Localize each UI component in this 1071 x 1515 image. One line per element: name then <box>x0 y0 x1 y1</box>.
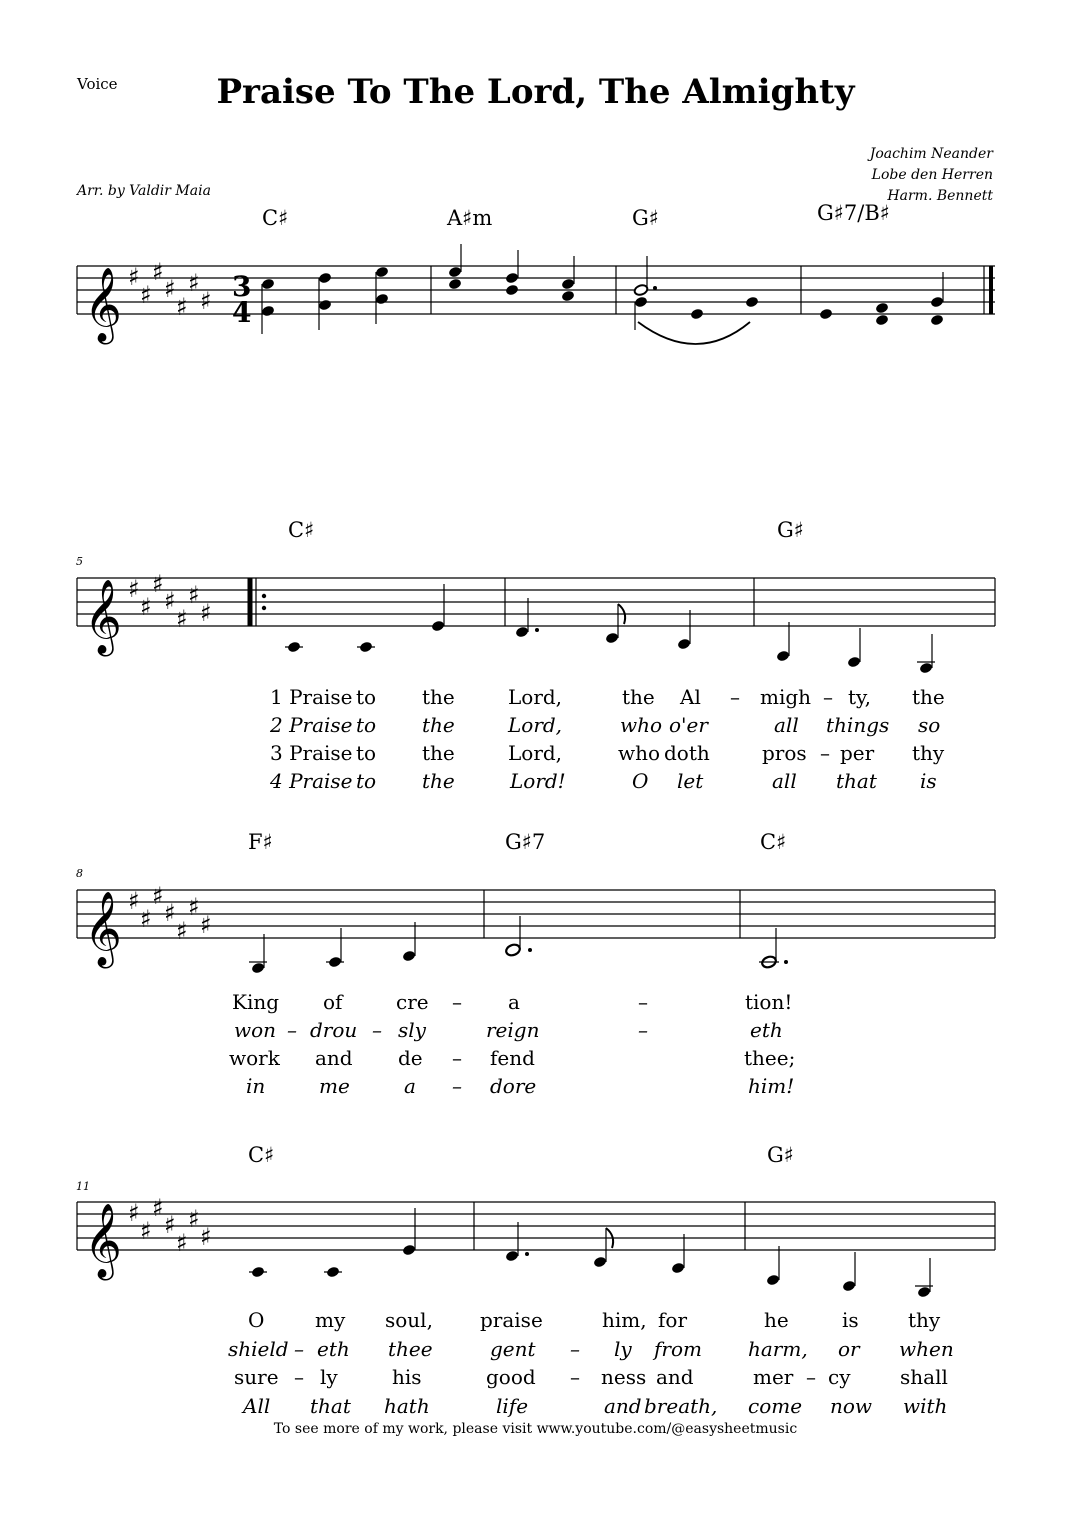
lyric-syllable: soul, <box>385 1308 433 1332</box>
lyric-syllable: with <box>903 1394 948 1418</box>
chord-symbol: C♯ <box>248 1143 275 1167</box>
lyric-syllable: is <box>920 769 937 793</box>
staff-system-4 <box>0 1195 1071 1305</box>
lyric-syllable: shield <box>228 1337 289 1361</box>
svg-text:♯: ♯ <box>164 899 176 927</box>
chord-symbol: F♯ <box>248 830 273 854</box>
svg-text:♯: ♯ <box>140 1217 152 1245</box>
svg-text:♯: ♯ <box>128 263 140 291</box>
lyric-syllable: eth <box>317 1337 350 1361</box>
lyric-hyphen: – <box>570 1337 580 1361</box>
staff-system-1 <box>0 240 1071 360</box>
lyric-syllable: of <box>323 990 343 1014</box>
lyric-hyphen: – <box>294 1337 304 1361</box>
svg-text:♯: ♯ <box>152 258 164 286</box>
chord-symbol: G♯ <box>777 518 804 542</box>
svg-text:♯: ♯ <box>128 887 140 915</box>
lyric-syllable: my <box>315 1308 346 1332</box>
chord-symbol: C♯ <box>288 518 315 542</box>
svg-text:♯: ♯ <box>188 269 200 297</box>
lyric-syllable: praise <box>480 1308 543 1332</box>
chord-symbol: C♯ <box>262 206 289 230</box>
svg-text:♯: ♯ <box>188 893 200 921</box>
lyric-syllable: ly <box>320 1365 338 1389</box>
lyric-syllable: and <box>315 1046 353 1070</box>
lyric-hyphen: – <box>823 685 833 709</box>
lyric-syllable: for <box>658 1308 688 1332</box>
svg-text:♯: ♯ <box>140 593 152 621</box>
lyric-syllable: to <box>356 769 377 793</box>
lyric-syllable: hath <box>384 1394 430 1418</box>
measure-number: 11 <box>76 1180 90 1193</box>
treble-clef-icon: 𝄞 <box>84 1204 122 1278</box>
credits <box>870 144 993 207</box>
lyric-syllable: all <box>772 769 797 793</box>
lyric-syllable: the <box>422 685 455 709</box>
lyric-syllable: Lord, <box>508 741 563 765</box>
notes-measure-4 <box>819 272 944 326</box>
lyric-syllable: a <box>508 990 520 1014</box>
svg-text:♯: ♯ <box>152 885 164 910</box>
lyric-syllable: in <box>246 1074 266 1098</box>
chord-symbol: G♯ <box>632 206 659 230</box>
lyric-hyphen: – <box>294 1365 304 1389</box>
lyric-syllable: to <box>356 713 377 737</box>
lyric-syllable: me <box>319 1074 350 1098</box>
key-signature <box>128 570 212 633</box>
credit-line: Harm. Bennett <box>887 188 993 204</box>
lyric-syllable: the <box>912 685 945 709</box>
chord-symbol: G♯7/B♯ <box>817 201 890 225</box>
svg-text:♯: ♯ <box>176 917 188 945</box>
lyric-syllable: Lord, <box>508 685 563 709</box>
lyric-syllable: dore <box>490 1074 537 1098</box>
lyric-syllable: ness <box>601 1365 647 1389</box>
page-title: Praise To The Lord, The Almighty <box>216 72 855 112</box>
lyric-syllable: things <box>826 713 890 737</box>
lyric-syllable: come <box>748 1394 803 1418</box>
svg-text:♯: ♯ <box>128 1199 140 1227</box>
lyric-syllable: who <box>618 741 661 765</box>
svg-text:♯: ♯ <box>176 293 188 321</box>
chord-symbol: C♯ <box>760 830 787 854</box>
chord-symbol: G♯ <box>767 1143 794 1167</box>
lyric-syllable: so <box>918 713 941 737</box>
svg-text:♯: ♯ <box>128 575 140 603</box>
lyric-hyphen: – <box>452 990 462 1014</box>
svg-text:♯: ♯ <box>200 599 212 627</box>
svg-text:♯: ♯ <box>200 287 212 315</box>
lyric-syllable: eth <box>750 1018 783 1042</box>
chord-symbol: G♯7 <box>505 830 546 854</box>
lyric-syllable: a <box>404 1074 416 1098</box>
svg-text:♯: ♯ <box>152 1195 164 1222</box>
staff-system-3 <box>0 885 1071 985</box>
notes-measure-3 <box>633 256 759 344</box>
lyric-syllable: work <box>229 1046 280 1070</box>
measure-number: 5 <box>76 555 83 568</box>
lyric-syllable: the <box>422 769 455 793</box>
chord-symbol: A♯m <box>447 206 493 230</box>
svg-text:♯: ♯ <box>140 281 152 309</box>
lyric-syllable: who <box>620 713 663 737</box>
lyric-syllable: thy <box>912 741 945 765</box>
svg-text:♯: ♯ <box>176 605 188 633</box>
lyric-syllable: O <box>632 769 649 793</box>
lyric-syllable: from <box>654 1337 702 1361</box>
lyric-syllable: to <box>356 685 377 709</box>
lyric-syllable: Lord, <box>508 713 563 737</box>
lyric-syllable: and <box>604 1394 642 1418</box>
arranger-label: Arr. by Valdir Maia <box>77 183 211 199</box>
lyric-syllable: thee <box>388 1337 433 1361</box>
treble-clef-icon: 𝄞 <box>84 892 122 966</box>
notes-measure-1 <box>261 266 389 334</box>
instrument-label: Voice <box>77 75 118 93</box>
lyric-syllable: tion! <box>745 990 793 1014</box>
svg-text:♯: ♯ <box>164 587 176 615</box>
lyric-syllable: gent <box>490 1337 536 1361</box>
lyric-hyphen: – <box>820 741 830 765</box>
notes-measure-2 <box>448 244 575 302</box>
lyric-syllable: o'er <box>669 713 708 737</box>
lyric-syllable: now <box>830 1394 873 1418</box>
time-signature-bottom: 4 <box>232 296 252 329</box>
lyric-syllable: fend <box>490 1046 535 1070</box>
lyric-hyphen: – <box>638 1018 648 1042</box>
svg-text:♯: ♯ <box>164 275 176 303</box>
lyric-syllable: Al <box>680 685 701 709</box>
melody-notes <box>249 1208 933 1298</box>
lyric-syllable: the <box>422 741 455 765</box>
melody-notes <box>249 916 788 974</box>
lyric-hyphen: – <box>372 1018 382 1042</box>
lyric-syllable: thy <box>908 1308 941 1332</box>
credit-line: Lobe den Herren <box>871 167 993 183</box>
lyric-syllable: that <box>836 769 877 793</box>
lyric-syllable: cre <box>396 990 429 1014</box>
lyric-syllable: ty, <box>848 685 872 709</box>
lyric-syllable: per <box>840 741 875 765</box>
lyric-syllable: 4 Praise <box>270 769 353 793</box>
lyric-syllable: that <box>310 1394 351 1418</box>
svg-text:♯: ♯ <box>200 1223 212 1251</box>
lyric-syllable: All <box>243 1394 271 1418</box>
lyric-syllable: 1 Praise <box>270 685 353 709</box>
lyric-hyphen: – <box>730 685 740 709</box>
lyric-hyphen: – <box>452 1046 462 1070</box>
lyric-syllable: reign <box>486 1018 540 1042</box>
svg-text:♯: ♯ <box>188 1205 200 1233</box>
treble-clef-icon: 𝄞 <box>84 268 122 342</box>
treble-clef-icon: 𝄞 <box>84 580 122 654</box>
lyric-syllable: 3 Praise <box>270 741 353 765</box>
lyric-syllable: thee; <box>744 1046 796 1070</box>
key-signature <box>128 1195 212 1257</box>
lyric-syllable: him! <box>748 1074 795 1098</box>
svg-text:♯: ♯ <box>164 1211 176 1239</box>
svg-text:♯: ♯ <box>152 570 164 598</box>
lyric-syllable: Lord! <box>510 769 566 793</box>
lyric-syllable: shall <box>900 1365 948 1389</box>
lyric-syllable: is <box>842 1308 859 1332</box>
lyric-hyphen: – <box>570 1365 580 1389</box>
lyric-syllable: harm, <box>748 1337 808 1361</box>
lyric-syllable: migh <box>760 685 812 709</box>
lyric-syllable: his <box>392 1365 422 1389</box>
lyric-syllable: let <box>677 769 704 793</box>
staff-system-2 <box>0 570 1071 680</box>
lyric-syllable: the <box>622 685 655 709</box>
svg-text:♯: ♯ <box>200 911 212 939</box>
lyric-syllable: all <box>774 713 799 737</box>
credit-line: Joachim Neander <box>869 146 993 162</box>
lyric-syllable: King <box>232 990 280 1014</box>
lyric-syllable: he <box>764 1308 789 1332</box>
lyric-syllable: life <box>496 1394 529 1418</box>
lyric-syllable: good <box>486 1365 536 1389</box>
lyric-syllable: the <box>422 713 455 737</box>
lyric-syllable: him, <box>602 1308 647 1332</box>
key-signature <box>128 885 212 945</box>
lyric-hyphen: – <box>287 1018 297 1042</box>
lyric-syllable: when <box>899 1337 954 1361</box>
lyric-syllable: cy <box>828 1365 851 1389</box>
lyric-syllable: O <box>248 1308 265 1332</box>
lyric-hyphen: – <box>452 1074 462 1098</box>
lyric-syllable: ly <box>614 1337 632 1361</box>
lyric-hyphen: – <box>638 990 648 1014</box>
lyric-syllable: mer <box>753 1365 794 1389</box>
svg-text:♯: ♯ <box>140 905 152 933</box>
key-signature <box>128 258 212 321</box>
lyric-syllable: sly <box>398 1018 426 1042</box>
svg-text:♯: ♯ <box>176 1229 188 1257</box>
lyric-syllable: 2 Praise <box>270 713 353 737</box>
time-signature-top: 3 <box>232 270 252 303</box>
lyric-syllable: and <box>656 1365 694 1389</box>
lyric-syllable: or <box>838 1337 860 1361</box>
lyric-syllable: sure <box>234 1365 279 1389</box>
footer-note: To see more of my work, please visit www.youtube.com/@easysheetmusic <box>273 1421 798 1437</box>
lyric-syllable: drou <box>310 1018 358 1042</box>
lyric-syllable: breath, <box>644 1394 718 1418</box>
lyric-syllable: doth <box>664 741 710 765</box>
lyric-syllable: won <box>234 1018 277 1042</box>
lyric-syllable: to <box>356 741 377 765</box>
measure-number: 8 <box>76 867 83 880</box>
lyric-hyphen: – <box>806 1365 816 1389</box>
svg-text:♯: ♯ <box>188 581 200 609</box>
lyric-syllable: de <box>398 1046 423 1070</box>
lyric-syllable: pros <box>762 741 807 765</box>
melody-notes <box>285 584 935 674</box>
